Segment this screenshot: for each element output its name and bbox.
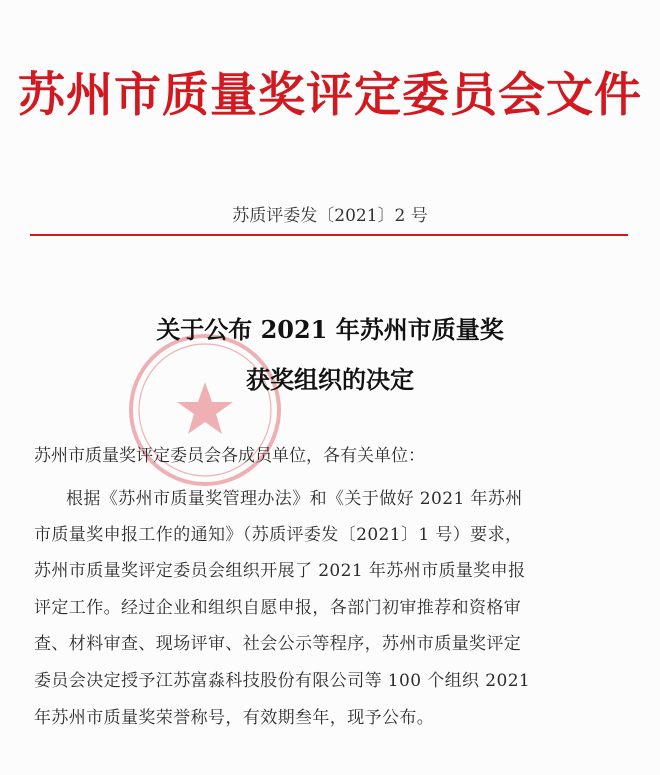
red-divider-line — [30, 234, 628, 236]
paragraph-line: 年苏州市质量奖荣誉称号，有效期叁年，现予公布。 — [34, 708, 435, 728]
decision-title-line-1: 关于公布 2021 年苏州市质量奖 — [156, 315, 504, 344]
document-number: 苏质评委发〔2021〕2 号 — [232, 206, 428, 226]
decision-title-line-2: 获奖组织的决定 — [246, 365, 414, 394]
paragraph-line: 委员会决定授予江苏富淼科技股份有限公司等 100 个组织 2021 — [34, 671, 531, 691]
paragraph-line: 苏州市质量奖评定委员会组织开展了 2021 年苏州市质量奖申报 — [34, 561, 526, 581]
document-masthead: 苏州市质量奖评定委员会文件 — [18, 68, 642, 123]
salutation: 苏州市质量奖评定委员会各成员单位，各有关单位： — [34, 446, 425, 466]
paragraph-line: 市质量奖申报工作的通知》（苏质评委发〔2021〕1 号）要求， — [34, 525, 523, 545]
paragraph-line: 根据《苏州市质量奖管理办法》和《关于做好 2021 年苏州 — [66, 489, 523, 509]
red-official-seal-icon — [125, 330, 285, 490]
paragraph-line: 评定工作。经过企业和组织自愿申报，各部门初审推荐和资格审 — [34, 598, 522, 618]
paragraph-line: 查、材料审查、现场评审、社会公示等程序，苏州市质量奖评定 — [34, 634, 522, 654]
